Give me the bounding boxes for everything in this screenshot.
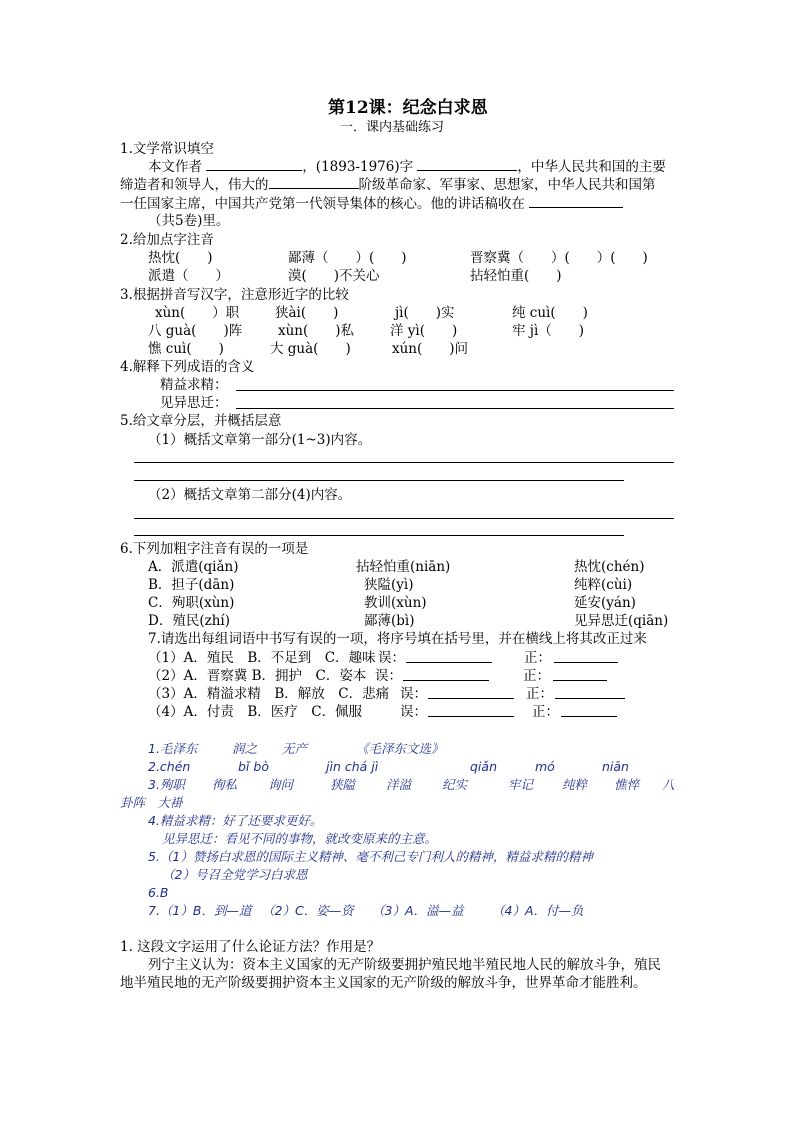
q7-heading: 7.请选出每组词语中书写有误的一项，将序号填在括号里，并在横线上将其改正过来 bbox=[148, 631, 647, 647]
courtesy-name-blank[interactable] bbox=[417, 158, 517, 171]
answer-3: 纯粹 bbox=[562, 777, 588, 792]
q6-option: D．殖民(zhí) bbox=[148, 613, 230, 629]
q3-item: 八 guà( )阵 bbox=[148, 323, 243, 339]
answer-7: （2）C．姿—资 bbox=[262, 903, 354, 918]
q3-item: 纯 cuì( ) bbox=[512, 305, 588, 321]
q6-option: 狭隘(yì) bbox=[364, 577, 414, 593]
answer-7: 7.（1）B．到—道 bbox=[148, 903, 252, 918]
q5-part2: （2）概括文章第二部分(4)内容。 bbox=[148, 487, 352, 503]
q3-item: 憔 cuì( ) bbox=[148, 341, 224, 357]
q6-option: 热忱(chén) bbox=[574, 559, 645, 575]
q3-item: 牢 jì（ ) bbox=[512, 323, 585, 339]
q2-item: 派遣（ ） bbox=[148, 268, 229, 284]
q6-option: A．派遣(qiǎn) bbox=[148, 559, 239, 575]
right-blank[interactable] bbox=[561, 716, 617, 717]
answer-4: 4.精益求精：好了还要求更好。 bbox=[148, 813, 323, 828]
q7-options: （4）A．付责 B．医疗 C．佩服 bbox=[148, 704, 363, 720]
q7-wrong-label: 误： bbox=[375, 668, 402, 684]
answer-3: 憔悴 bbox=[614, 777, 640, 792]
q2-item: 热忱( ) bbox=[148, 250, 213, 266]
answer-3: 纪实 bbox=[442, 777, 468, 792]
answer-line[interactable] bbox=[134, 462, 674, 463]
answer-2: qiǎn bbox=[470, 759, 497, 774]
answer-5: （2）号召全党学习白求恩 bbox=[162, 867, 308, 882]
q6-heading: 6.下列加粗字注音有误的一项是 bbox=[120, 541, 309, 557]
q3-item: 狭ài( ) bbox=[275, 305, 339, 321]
q1-line4: （共5卷)里。 bbox=[148, 213, 230, 229]
answer-line[interactable] bbox=[134, 518, 674, 519]
answer-2: jìn chá jì bbox=[326, 759, 379, 774]
answer-line[interactable] bbox=[134, 480, 624, 481]
class-blank[interactable] bbox=[269, 176, 359, 189]
q6-option: C．殉职(xùn) bbox=[148, 595, 235, 611]
q7-options: （2）A．晋察冀 B．拥护 C．姿本 bbox=[148, 668, 367, 684]
answer-line[interactable] bbox=[236, 390, 674, 391]
q7-wrong-label: 误： bbox=[400, 704, 427, 720]
idiom-label: 见异思迁： bbox=[160, 395, 228, 411]
answer-2: bǐ bò bbox=[238, 759, 269, 774]
q2-heading: 2.给加点字注音 bbox=[120, 232, 214, 248]
wrong-blank[interactable] bbox=[403, 680, 489, 681]
reading-paragraph: 地半殖民地的无产阶级要拥护资本主义国家的无产阶级的解放斗争，世界革命才能胜利。 bbox=[120, 975, 647, 991]
q4-heading: 4.解释下列成语的含义 bbox=[120, 359, 255, 375]
q3-heading: 3.根据拼音写汉字，注意形近字的比较 bbox=[120, 287, 349, 303]
q6-option: 纯粹(cùi) bbox=[574, 577, 633, 593]
q6-option: 教训(xùn) bbox=[364, 595, 427, 611]
q3-item: jì( )实 bbox=[395, 305, 455, 321]
q1-line2: 缔造者和领导人，伟大的 阶级革命家、军事家、思想家，中华人民共和国第 bbox=[120, 177, 656, 193]
answer-4: 见异思迁：看见不同的事物，就改变原来的主意。 bbox=[162, 831, 438, 846]
q2-item: 晋察冀（ ）( ）( ) bbox=[470, 250, 648, 266]
right-blank[interactable] bbox=[555, 698, 625, 699]
answer-5: 5.（1）赞扬白求恩的国际主义精神、毫不利己专门利人的精神，精益求精的精神 bbox=[148, 849, 593, 864]
answer-2: mó bbox=[535, 759, 555, 774]
wrong-blank[interactable] bbox=[428, 716, 514, 717]
answer-6: 6.B bbox=[148, 885, 169, 900]
q7-right-label: 正： bbox=[523, 668, 550, 684]
q7-right-label: 正： bbox=[524, 650, 551, 666]
q6-option: 拈轻怕重(niān) bbox=[356, 559, 451, 575]
q6-option: B．担子(dān) bbox=[148, 577, 235, 593]
answer-3-cont: 卦阵 大褂 bbox=[120, 795, 183, 810]
q6-option: 见异思迁(qiān) bbox=[574, 613, 669, 629]
q1-line3: 一任国家主席，中国共产党第一代领导集体的核心。他的讲话稿收在 bbox=[120, 195, 623, 212]
q6-option: 延安(yán) bbox=[574, 595, 636, 611]
q3-item: 大 guà( ) bbox=[270, 341, 351, 357]
q7-options: （1）A．殖民 B．不足到 C．趣味 bbox=[148, 650, 376, 666]
author-blank[interactable] bbox=[206, 158, 302, 171]
q7-right-label: 正： bbox=[526, 686, 553, 702]
q3-item: xún( )问 bbox=[392, 341, 469, 357]
q3-item: xùn( )私 bbox=[278, 323, 355, 339]
answer-3: 狭隘 bbox=[330, 777, 356, 792]
answer-3: 洋溢 bbox=[386, 777, 412, 792]
answer-2: niān bbox=[602, 759, 629, 774]
reading-question: 1. 这段文字运用了什么论证方法？作用是？ bbox=[120, 939, 381, 955]
answer-1: 1.毛泽东 bbox=[148, 741, 198, 756]
wrong-blank[interactable] bbox=[428, 698, 514, 699]
answer-1: 《毛泽东文选》 bbox=[356, 741, 444, 756]
answer-line[interactable] bbox=[236, 408, 674, 409]
q2-item: 鄙薄（ ）( ) bbox=[288, 250, 407, 266]
page-title: 第12课：纪念白求恩 bbox=[328, 98, 488, 118]
idiom-label: 精益求精： bbox=[160, 377, 228, 393]
answer-7: （3）A．溢—益 bbox=[372, 903, 464, 918]
q5-part1: （1）概括文章第一部分(1~3)内容。 bbox=[148, 432, 372, 448]
q6-option: 鄙薄(bì) bbox=[364, 613, 415, 629]
answer-3: 询问 bbox=[268, 777, 294, 792]
answer-3: 3.殉职 bbox=[148, 777, 185, 792]
answer-1: 润之 bbox=[232, 741, 258, 756]
q3-item: 洋 yì( ) bbox=[390, 323, 458, 339]
q1-line1: 本文作者 ，(1893-1976)字 ，中华人民共和国的主要 bbox=[148, 159, 666, 175]
q5-heading: 5.给文章分层，并概括层意 bbox=[120, 413, 282, 429]
anthology-blank[interactable] bbox=[529, 195, 623, 208]
right-blank[interactable] bbox=[553, 680, 607, 681]
answer-7: （4）A．付—负 bbox=[492, 903, 584, 918]
answer-line[interactable] bbox=[134, 535, 624, 536]
answer-2: 2.chén bbox=[148, 759, 191, 774]
q7-wrong-label: 误： bbox=[400, 686, 427, 702]
section-subtitle: 一．课内基础练习 bbox=[340, 120, 445, 135]
q7-right-label: 正： bbox=[532, 704, 559, 720]
answer-3: 牢记 bbox=[508, 777, 534, 792]
answer-3: 徇私 bbox=[212, 777, 238, 792]
wrong-blank[interactable] bbox=[406, 662, 492, 663]
answer-3: 八 bbox=[662, 777, 675, 792]
q3-item: xùn( ）职 bbox=[155, 305, 240, 321]
answer-1: 无产 bbox=[282, 741, 308, 756]
q7-options: （3）A．精溢求精 B．解放 C．悲痛 bbox=[148, 686, 390, 702]
q1-heading: 1.文学常识填空 bbox=[120, 141, 214, 157]
reading-paragraph: 列宁主义认为：资本主义国家的无产阶级要拥护殖民地半殖民地人民的解放斗争，殖民 bbox=[148, 957, 661, 973]
q2-item: 漠( )不关心 bbox=[288, 268, 380, 284]
right-blank[interactable] bbox=[554, 662, 618, 663]
q2-item: 拈轻怕重( ) bbox=[470, 268, 562, 284]
q7-wrong-label: 误： bbox=[378, 650, 405, 666]
